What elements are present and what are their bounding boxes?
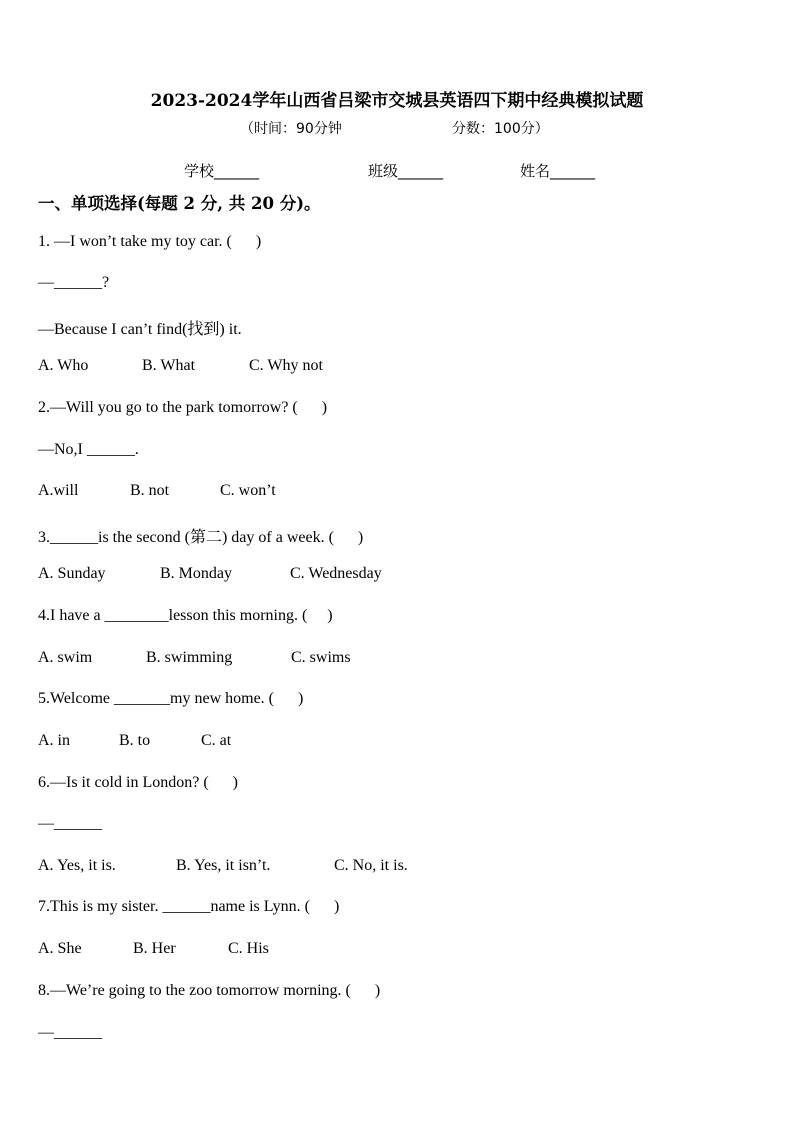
school-field: 学校______ xyxy=(184,162,260,180)
question-5-option-b: B. to xyxy=(119,732,151,749)
question-1-line-3: —Because I can’t find(找到) it. xyxy=(38,321,242,338)
question-5-stem: 5.Welcome _______my new home. ( ) xyxy=(38,690,304,707)
question-8-stem: 8.—We’re going to the zoo tomorrow morning. ( ) xyxy=(38,982,381,999)
question-6-option-b: B. Yes, it isn’t. xyxy=(176,857,271,874)
question-3-option-b: B. Monday xyxy=(160,565,232,582)
question-1-stem: 1. —I won’t take my toy car. ( ) xyxy=(38,233,262,250)
question-6-stem: 6.—Is it cold in London? ( ) xyxy=(38,774,238,791)
question-2-option-b: B. not xyxy=(130,482,170,499)
question-1-line-2: —______? xyxy=(38,274,110,291)
question-2-stem: 2.—Will you go to the park tomorrow? ( ) xyxy=(38,399,328,416)
question-3-option-c: C. Wednesday xyxy=(290,565,382,582)
question-4-option-b: B. swimming xyxy=(146,649,233,666)
question-2-line-2: —No,I ______. xyxy=(38,441,139,458)
question-2-option-a: A.will xyxy=(38,482,79,499)
exam-score: 分数：100分） xyxy=(452,121,549,137)
question-7-stem: 7.This is my sister. ______name is Lynn. ( ) xyxy=(38,898,340,915)
question-4-stem: 4.I have a ________lesson this morning. ( ) xyxy=(38,607,333,624)
question-7-option-b: B. Her xyxy=(133,940,176,957)
question-1-option-b: B. What xyxy=(142,357,196,374)
name-field: 姓名______ xyxy=(520,162,596,180)
question-8-line-2: —______ xyxy=(38,1024,102,1041)
question-5-option-c: C. at xyxy=(201,732,232,749)
question-4-option-c: C. swims xyxy=(291,649,351,666)
question-6-option-a: A. Yes, it is. xyxy=(38,857,116,874)
question-6-option-c: C. No, it is. xyxy=(334,857,408,874)
question-5-option-a: A. in xyxy=(38,732,70,749)
question-7-option-a: A. She xyxy=(38,940,82,957)
question-1-option-c: C. Why not xyxy=(249,357,323,374)
question-3-option-a: A. Sunday xyxy=(38,565,106,582)
question-3-stem: 3.______is the second (第二) day of a week. ( ) xyxy=(38,529,364,546)
question-4-option-a: A. swim xyxy=(38,649,93,666)
question-2-option-c: C. won’t xyxy=(220,482,276,499)
exam-time: （时间：90分钟 xyxy=(240,121,342,137)
question-6-line-2: —______ xyxy=(38,815,102,832)
exam-title: 2023-2024学年山西省吕梁市交城县英语四下期中经典模拟试题 xyxy=(150,91,644,111)
question-7-option-c: C. His xyxy=(228,940,269,957)
class-field: 班级______ xyxy=(368,162,444,180)
question-1-option-a: A. Who xyxy=(38,357,89,374)
section-title: 一、单项选择(每题 2 分, 共 20 分)。 xyxy=(38,194,321,213)
